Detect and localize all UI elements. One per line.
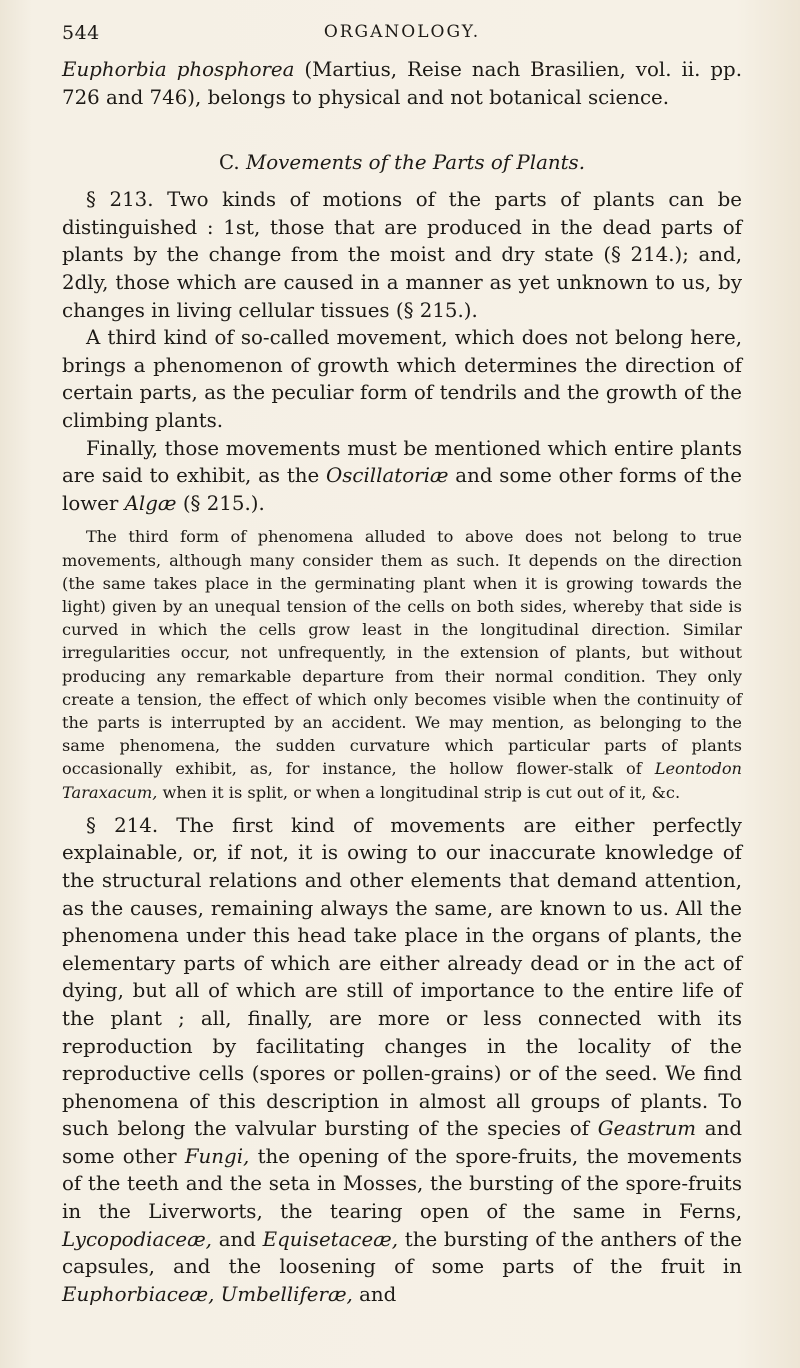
p214-text-2: and some other xyxy=(62,1117,742,1168)
section-letter: C. xyxy=(219,151,240,175)
species-name: Euphorbia phosphorea xyxy=(62,58,295,81)
term-oscillatoriae: Oscillatoriæ xyxy=(326,464,449,488)
running-head xyxy=(62,0,742,56)
p214-text-4: and xyxy=(218,1227,256,1251)
p214-text-5: the bursting of the anthers of the capsules, and the loosening of some parts of the fruit in xyxy=(62,1227,742,1279)
term-geastrum: Geastrum xyxy=(597,1117,697,1141)
spacer xyxy=(62,804,742,812)
paragraph-finally xyxy=(62,435,742,518)
term-fungi: Fungi, xyxy=(184,1144,250,1168)
p214-text-3: the opening of the spore-fruits, the movements of the teeth and the seta in Mosses, the bursting of the spore-fruits in the Liverworts, the tearing open of the same in Ferns, xyxy=(62,1144,742,1224)
section-title: Movements of the Parts of Plants. xyxy=(246,151,585,175)
term-leontodon: Leontodon Taraxacum, xyxy=(62,759,742,802)
finally-text-1: Finally, those movements must be mentioned which entire plants are said to exhibit, as the xyxy=(62,436,742,488)
p214-text-6: and xyxy=(359,1282,397,1306)
finally-text-3: (§ 215.). xyxy=(182,491,265,515)
finally-text-2: and some other forms of the lower xyxy=(62,464,742,515)
paragraph-213-text: § 213. Two kinds of motions of the parts of plants can be distinguished : 1st, those that are produced in the dead parts of plants by the change from the moist and dry state (§ 214.); and, 2dly, those which are caused in a manner as yet unknown to us, by changes in living cellular tissues (§ 215.). xyxy=(62,188,742,322)
intro-text: (Martius, Reise nach Brasilien, vol. ii. pp. 726 and 746), belongs to physical and not botanical science. xyxy=(62,58,742,109)
term-algae: Algæ xyxy=(124,491,177,515)
paragraph-213 xyxy=(62,186,742,324)
intro-paragraph xyxy=(62,56,742,111)
spacer xyxy=(62,517,742,525)
note-text-1: The third form of phenomena alluded to above does not belong to true movements, although many consider them as such. It depends on the direction (the same takes place in the germinating plant when it is growing towards the light) given by an unequal tension of the cells on both sides, whereby that side is curved in which the cells grow least in the longitudinal direction. Similar irregularities occur, not unfrequently, in the extension of plants, but without producing any remarkable departure from their normal condition. They only create a tension, the effect of which only becomes visible when the continuity of the parts is interrupted by an accident. We may mention, as belonging to the same phenomena, the sudden curvature which particular parts of plants occasionally exhibit, as, for instance, the hollow flower-stalk of xyxy=(62,527,742,779)
p214-text-1: § 214. The first kind of movements are either perfectly explainable, or, if not, it is owing to our inaccurate knowledge of the structural relations and other elements that demand attention, as the causes, remaining always the same, are known to us. All the phenomena under this head take place in the organs of plants, the elementary parts of which are either already dead or in the act of dying, but all of which are still of importance to the entire life of the plant ; all, finally, are more or less connected with its reproduction by facilitating changes in the locality of the reproductive cells (spores or pollen-grains) or of the seed. We find phenomena of this description in almost all groups of plants. To such belong the valvular bursting of the species of xyxy=(62,813,742,1141)
paragraph-third-kind-text: A third kind of so-called movement, which does not belong here, brings a phenomenon of growth which determines the direction of certain parts, as the peculiar form of tendrils and the growth of the climbing plants. xyxy=(62,326,742,432)
term-lycopodiaceae: Lycopodiaceæ, xyxy=(62,1227,212,1251)
term-equisetaceae: Equisetaceæ, xyxy=(262,1227,399,1251)
note-text-2: when it is split, or when a longitudinal strip is cut out of it, &c. xyxy=(162,782,681,802)
paragraph-214 xyxy=(62,812,742,1309)
page-number: 544 xyxy=(62,22,100,44)
note-paragraph xyxy=(62,525,742,803)
term-euphorbiaceae-umbelliferae: Euphorbiaceæ, Umbelliferæ, xyxy=(62,1282,353,1306)
running-title: ORGANOLOGY. xyxy=(323,22,481,42)
section-heading xyxy=(62,149,742,177)
paragraph-third-kind xyxy=(62,324,742,434)
